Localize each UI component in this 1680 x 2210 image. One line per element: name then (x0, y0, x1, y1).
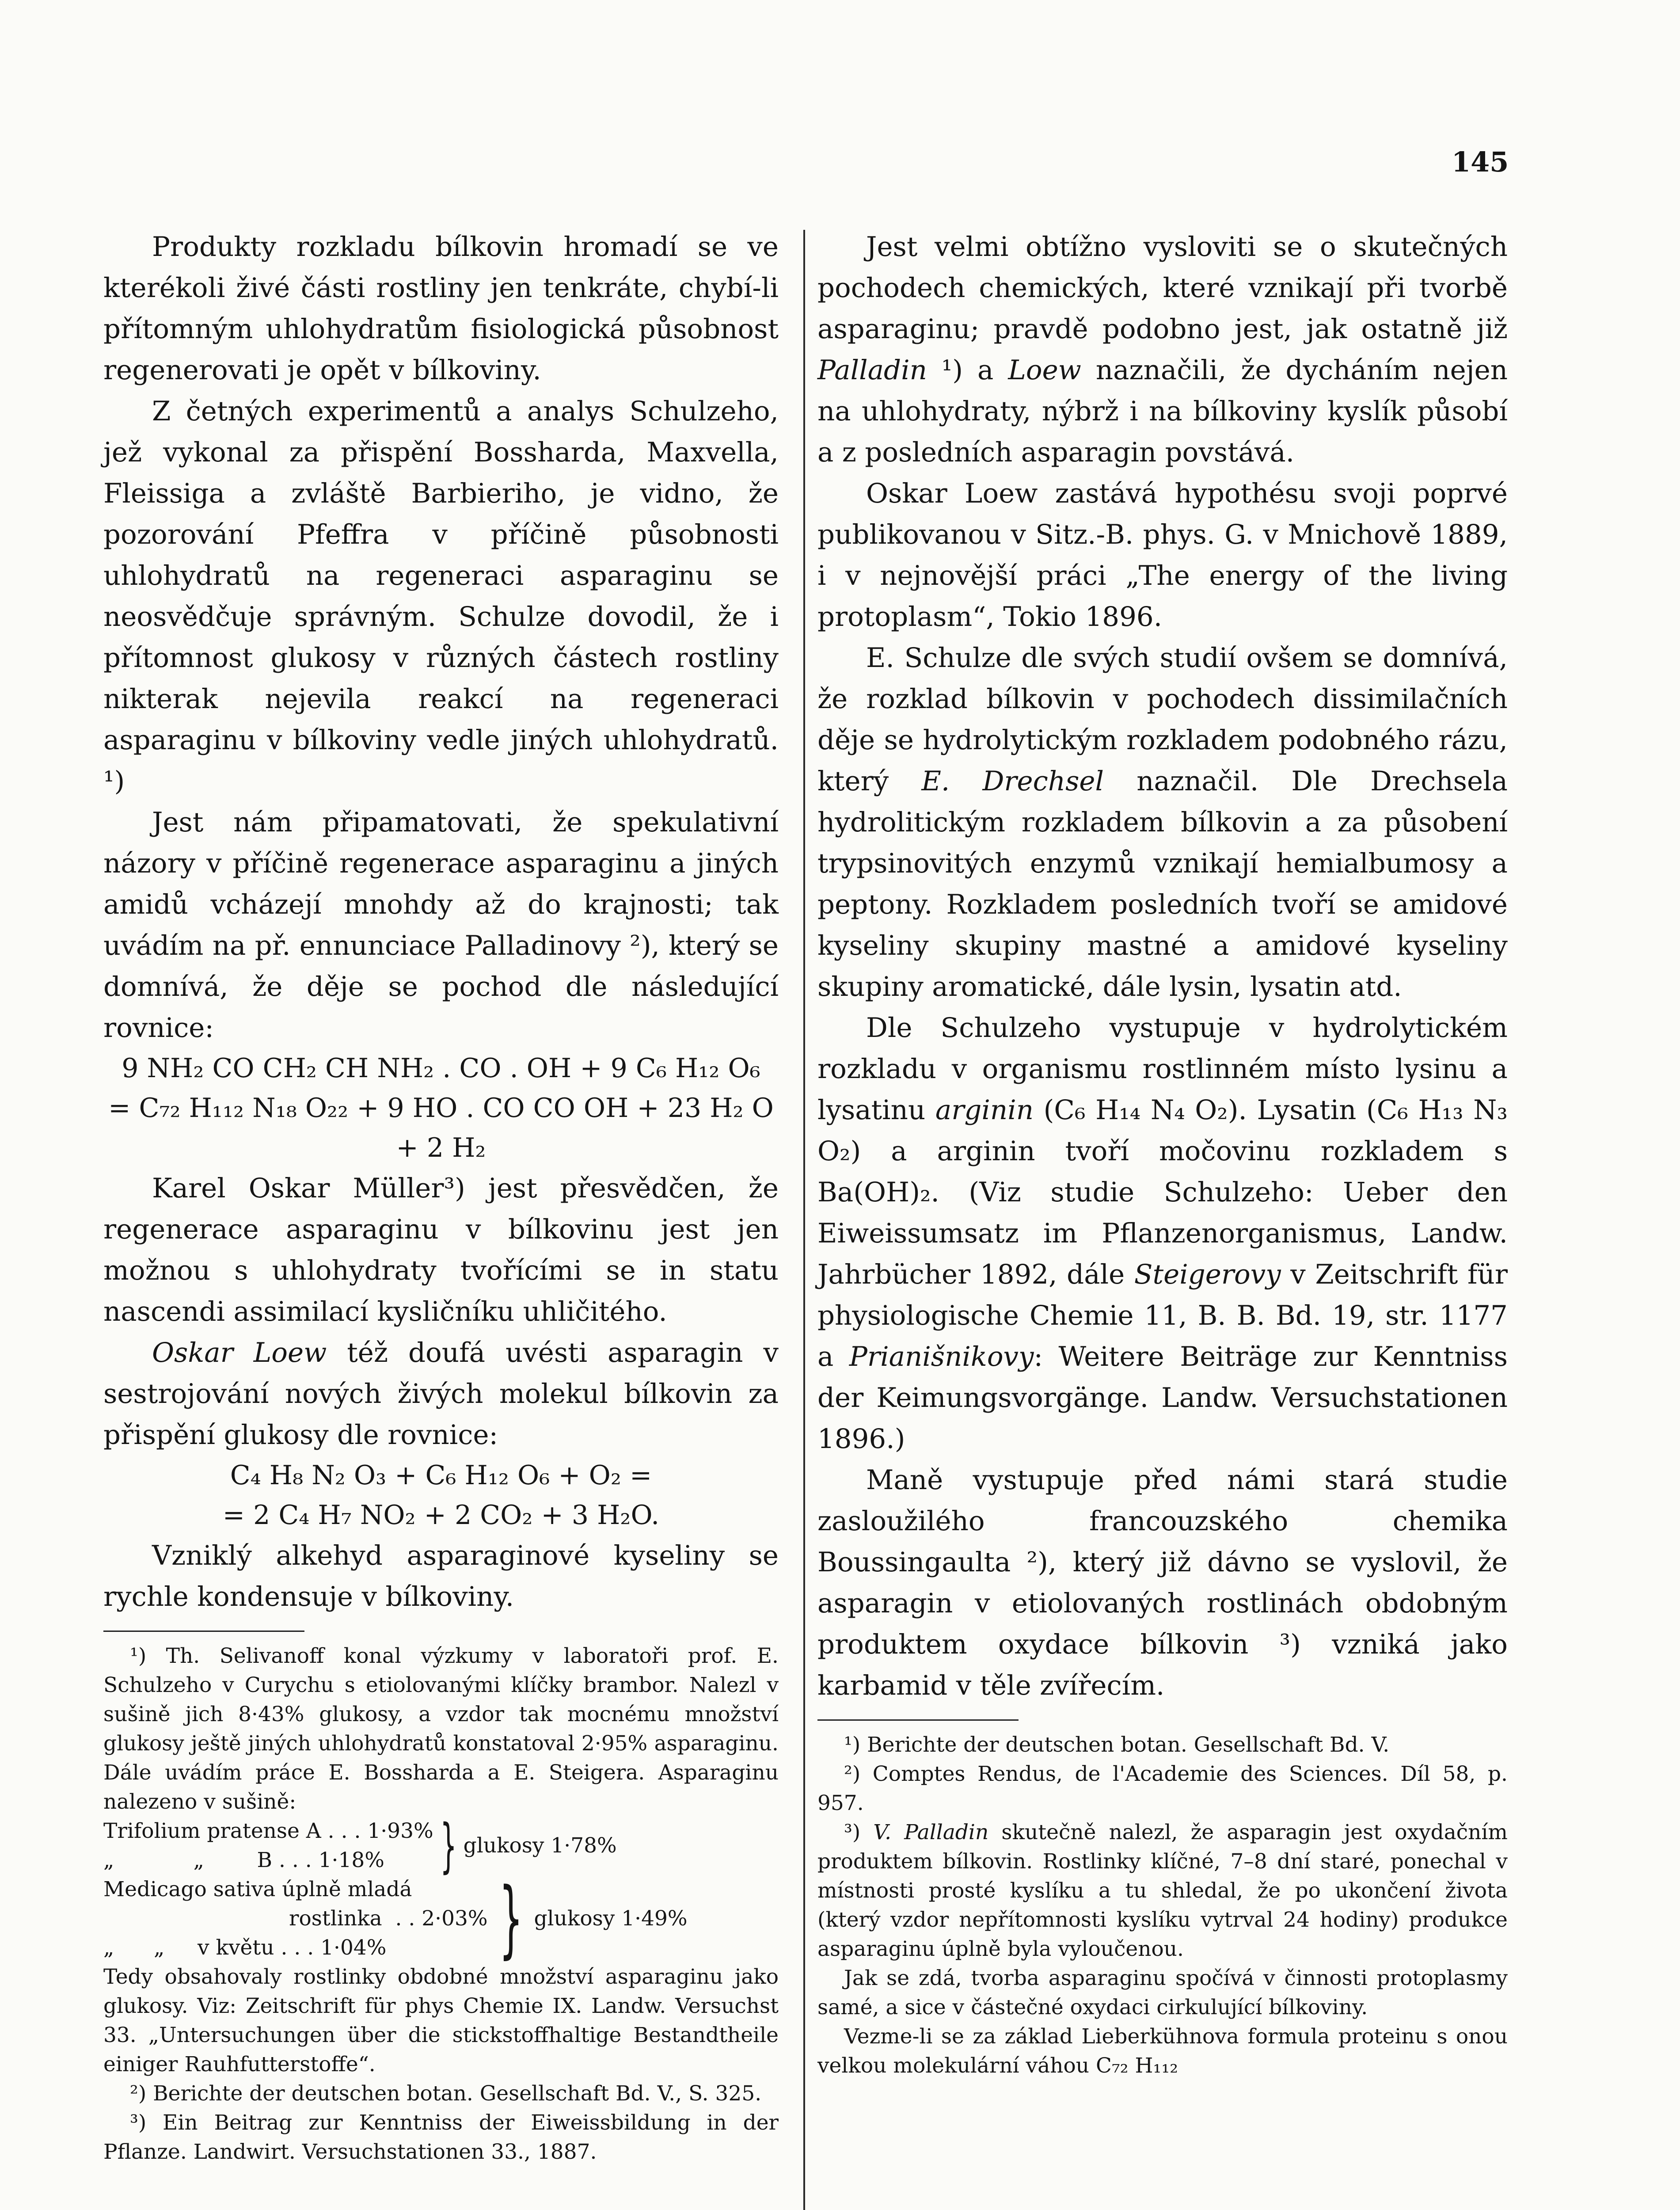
footnote: Jak se zdá, tvorba asparaginu spočívá v činnosti protoplasmy samé, a sice v částečné oxydaci cirkulující bílkoviny. (817, 1966, 1508, 2019)
asparagin-table-medicago (103, 1870, 779, 1967)
table-rows (103, 1875, 488, 1962)
table-row: Trifolium pratense A . . . 1·93% (103, 1819, 433, 1843)
formula-line: C₄ H₈ N₂ O₃ + C₆ H₁₂ O₆ + O₂ = (230, 1460, 652, 1491)
paragraph-text: též doufá uvésti asparagin v sestrojování nových živých molekul bílkovin za přispění glukosy dle rovnice: (103, 1337, 779, 1451)
author-name: Oskar Loew (152, 1337, 327, 1368)
paragraph (817, 637, 1508, 1007)
page-number: 145 (1452, 146, 1509, 178)
paragraph (817, 226, 1508, 473)
left-column (103, 226, 779, 2167)
paragraph: Z četných experimentů a analys Schulzeho, jež vykonal za přispění Bossharda, Maxvella, Fleissiga a zvláště Barbieriho, je vidno, že pozorování Pfeffra v příčině působnosti uhlohydratů na regeneraci asparaginu se neosvědčuje správným. Schulze dovodil, že i přítomnost glukosy v různých částech rostliny nikterak nejevila reakcí na regeneraci asparaginu v bílkoviny vedle jiných uhlohydratů. ¹) (103, 396, 779, 797)
right-footnotes (817, 1730, 1508, 2080)
formula-line: + 2 H₂ (396, 1132, 486, 1163)
text: (C₆ H₁₄ N₄ O₂). Lysatin (C₆ H₁₃ N₃ O₂) a arginin tvoří močovinu rozkladem s Ba(OH)₂. (Viz studie Schulzeho: Ueber den Eiweissumsatz im Pflanzenorganismus, Landw. Jahrbücher 1892, dále (817, 1094, 1508, 1290)
left-main-text-2 (103, 1168, 779, 1456)
footnote (817, 1818, 1508, 1964)
left-footnotes (103, 1642, 779, 2167)
text: Jest velmi obtížno vysloviti se o skutečných pochodech chemických, které vznikají při tvorbě asparaginu; pravdě podobno jest, jak ostatně již (817, 231, 1508, 345)
asparagin-table-trifolium (103, 1812, 779, 1880)
footnote-divider (103, 1631, 304, 1632)
formula-line: 9 NH₂ CO CH₂ CH NH₂ . CO . OH + 9 C₆ H₁₂ O₆ (122, 1053, 760, 1084)
table-rows (103, 1817, 433, 1875)
left-main-text (103, 226, 779, 1048)
table-result: glukosy 1·78% (463, 1833, 617, 1858)
right-column (817, 226, 1508, 2080)
text: naznačili, že dycháním nejen na uhlohydraty, nýbrž i na bílkoviny kyslík působí a z posledních asparagin povstává. (817, 354, 1508, 468)
footnote: ²) Comptes Rendus, de l'Academie des Sciences. Díl 58, p. 957. (817, 1762, 1508, 1815)
footnote: ³) Ein Beitrag zur Kenntniss der Eiweissbildung in der Pflanze. Landwirt. Versuchstationen 33., 1887. (103, 2111, 779, 2164)
paragraph: Jest nám připamatovati, že spekulativní názory v příčině regenerace asparaginu a jiných amidů vcházejí mnohdy až do krajnosti; tak uvádím na př. ennunciace Palladinovy ²), který se domnívá, že děje se pochod dle následující rovnice: (103, 807, 779, 1044)
text: : Weitere Beiträge zur Kenntniss der Keimungsvorgänge. Landw. Versuchstationen 1896.) (817, 1341, 1508, 1455)
formula-loew (103, 1456, 779, 1535)
paragraph (817, 1007, 1508, 1459)
author-name: E. Drechsel (921, 766, 1104, 797)
text: ¹) a (941, 354, 994, 386)
footnote: Vezme-li se za základ Lieberkühnova formula proteinu s onou velkou molekulární váhou C₇₂ H₁₁₂ (817, 2024, 1508, 2078)
paragraph: Maně vystupuje před námi stará studie zasloužilého francouzského chemika Boussingaulta ²), který již dávno se vyslovil, že asparagin v etiolovaných rostlinách obdobným produktem oxydace bílkovin ³) vzniká jako karbamid v těle zvířecím. (817, 1464, 1508, 1701)
footnote: ²) Berichte der deutschen botan. Gesellschaft Bd. V., S. 325. (130, 2081, 762, 2106)
footnote: Tedy obsahovaly rostlinky obdobné množství asparaginu jako glukosy. Viz: Zeitschrift für phys Chemie IX. Landw. Versuchst 33. „Untersuchungen über die stickstoffhaltige Bestandtheile einiger Rauhfutterstoffe“. (103, 1965, 779, 2077)
brace-icon: } (440, 1812, 457, 1880)
left-main-text-3 (103, 1535, 779, 1617)
formula-line: = C₇₂ H₁₁₂ N₁₈ O₂₂ + 9 HO . CO CO OH + 23 H₂ O (108, 1093, 774, 1124)
footnote-divider (817, 1719, 1019, 1721)
text: ³) (844, 1820, 861, 1844)
term: arginin (935, 1094, 1034, 1126)
author-name: Steigerovy (1134, 1259, 1281, 1290)
paragraph: Vzniklý alkehyd asparaginové kyseliny se rychle kondensuje v bílkoviny. (103, 1540, 779, 1612)
table-row: rostlinka . . 2·03% (289, 1906, 488, 1931)
author-name: Loew (1008, 354, 1081, 386)
table-row: „ „ v květu . . . 1·04% (103, 1936, 387, 1960)
text: skutečně nalezl, že asparagin jest oxydačním produktem bílkovin. Rostlinky klíčné, 7–8 dní staré, ponechal v místnosti prosté kyslíku a tu shledal, že po ukončení života (který vzdor nepřítomnosti kyslíku vytrval 24 hodiny) produkce asparaginu úplně byla vyloučenou. (817, 1820, 1508, 1961)
footnote: ¹) Berichte der deutschen botan. Gesellschaft Bd. V. (844, 1733, 1390, 1757)
right-main-text (817, 226, 1508, 1706)
author-name: Palladin (817, 354, 927, 386)
table-row: „ „ B . . . 1·18% (103, 1848, 384, 1872)
author-name: Prianišnikovy (849, 1341, 1034, 1372)
column-divider (803, 230, 805, 2210)
text: v Zeitschrift für physiologische Chemie 11, B. B. Bd. 19, str. 1177 a (817, 1259, 1508, 1372)
brace-icon: } (498, 1870, 523, 1967)
paragraph-loew (103, 1332, 779, 1456)
author-name: V. Palladin (873, 1820, 989, 1844)
formula-line: = 2 C₄ H₇ NO₂ + 2 CO₂ + 3 H₂O. (222, 1500, 660, 1531)
footnote: ¹) Th. Selivanoff konal výzkumy v laboratoři prof. E. Schulzeho v Curychu s etiolovanými klíčky brambor. Nalezl v sušině jich 8·43% glukosy, a vzdor tak mocnému množství glukosy ještě jiných uhlohydratů konstatoval 2·95% asparaginu. Dále uvádím práce E. Bossharda a E. Steigera. Asparaginu nalezeno v sušině: (103, 1644, 779, 1814)
text: E. Schulze dle svých studií ovšem se domnívá, že rozklad bílkovin v pochodech dissimilačních děje se hydrolytickým rozkladem podobného rázu, který (817, 642, 1508, 797)
formula-palladin (103, 1048, 779, 1168)
paragraph: Karel Oskar Müller³) jest přesvědčen, že regenerace asparaginu v bílkovinu jest jen možnou s uhlohydraty tvořícími se in statu nascendi assimilací kysličníku uhličitého. (103, 1173, 779, 1327)
paragraph: Produkty rozkladu bílkovin hromadí se ve kterékoli živé části rostliny jen tenkráte, chybí-li přítomným uhlohydratům fisiologická působnost regenerovati je opět v bílkoviny. (103, 231, 779, 386)
table-row: Medicago sativa úplně mladá (103, 1877, 412, 1901)
paragraph: Oskar Loew zastává hypothésu svoji poprvé publikovanou v Sitz.-B. phys. G. v Mnichově 1889, i v nejnovější práci „The energy of the living protoplasm“, Tokio 1896. (817, 478, 1508, 633)
text: naznačil. Dle Drechsela hydrolitickým rozkladem bílkovin a za působení trypsinovitých enzymů vznikají hemialbumosy a peptony. Rozkladem posledních tvoří se amidové kyseliny skupiny mastné a amidové kyseliny skupiny aromatické, dále lysin, lysatin atd. (817, 766, 1508, 1002)
table-result: glukosy 1·49% (534, 1906, 688, 1931)
text: Dle Schulzeho vystupuje v hydrolytickém rozkladu v organismu rostlinném místo lysinu a lysatinu (817, 1012, 1508, 1126)
